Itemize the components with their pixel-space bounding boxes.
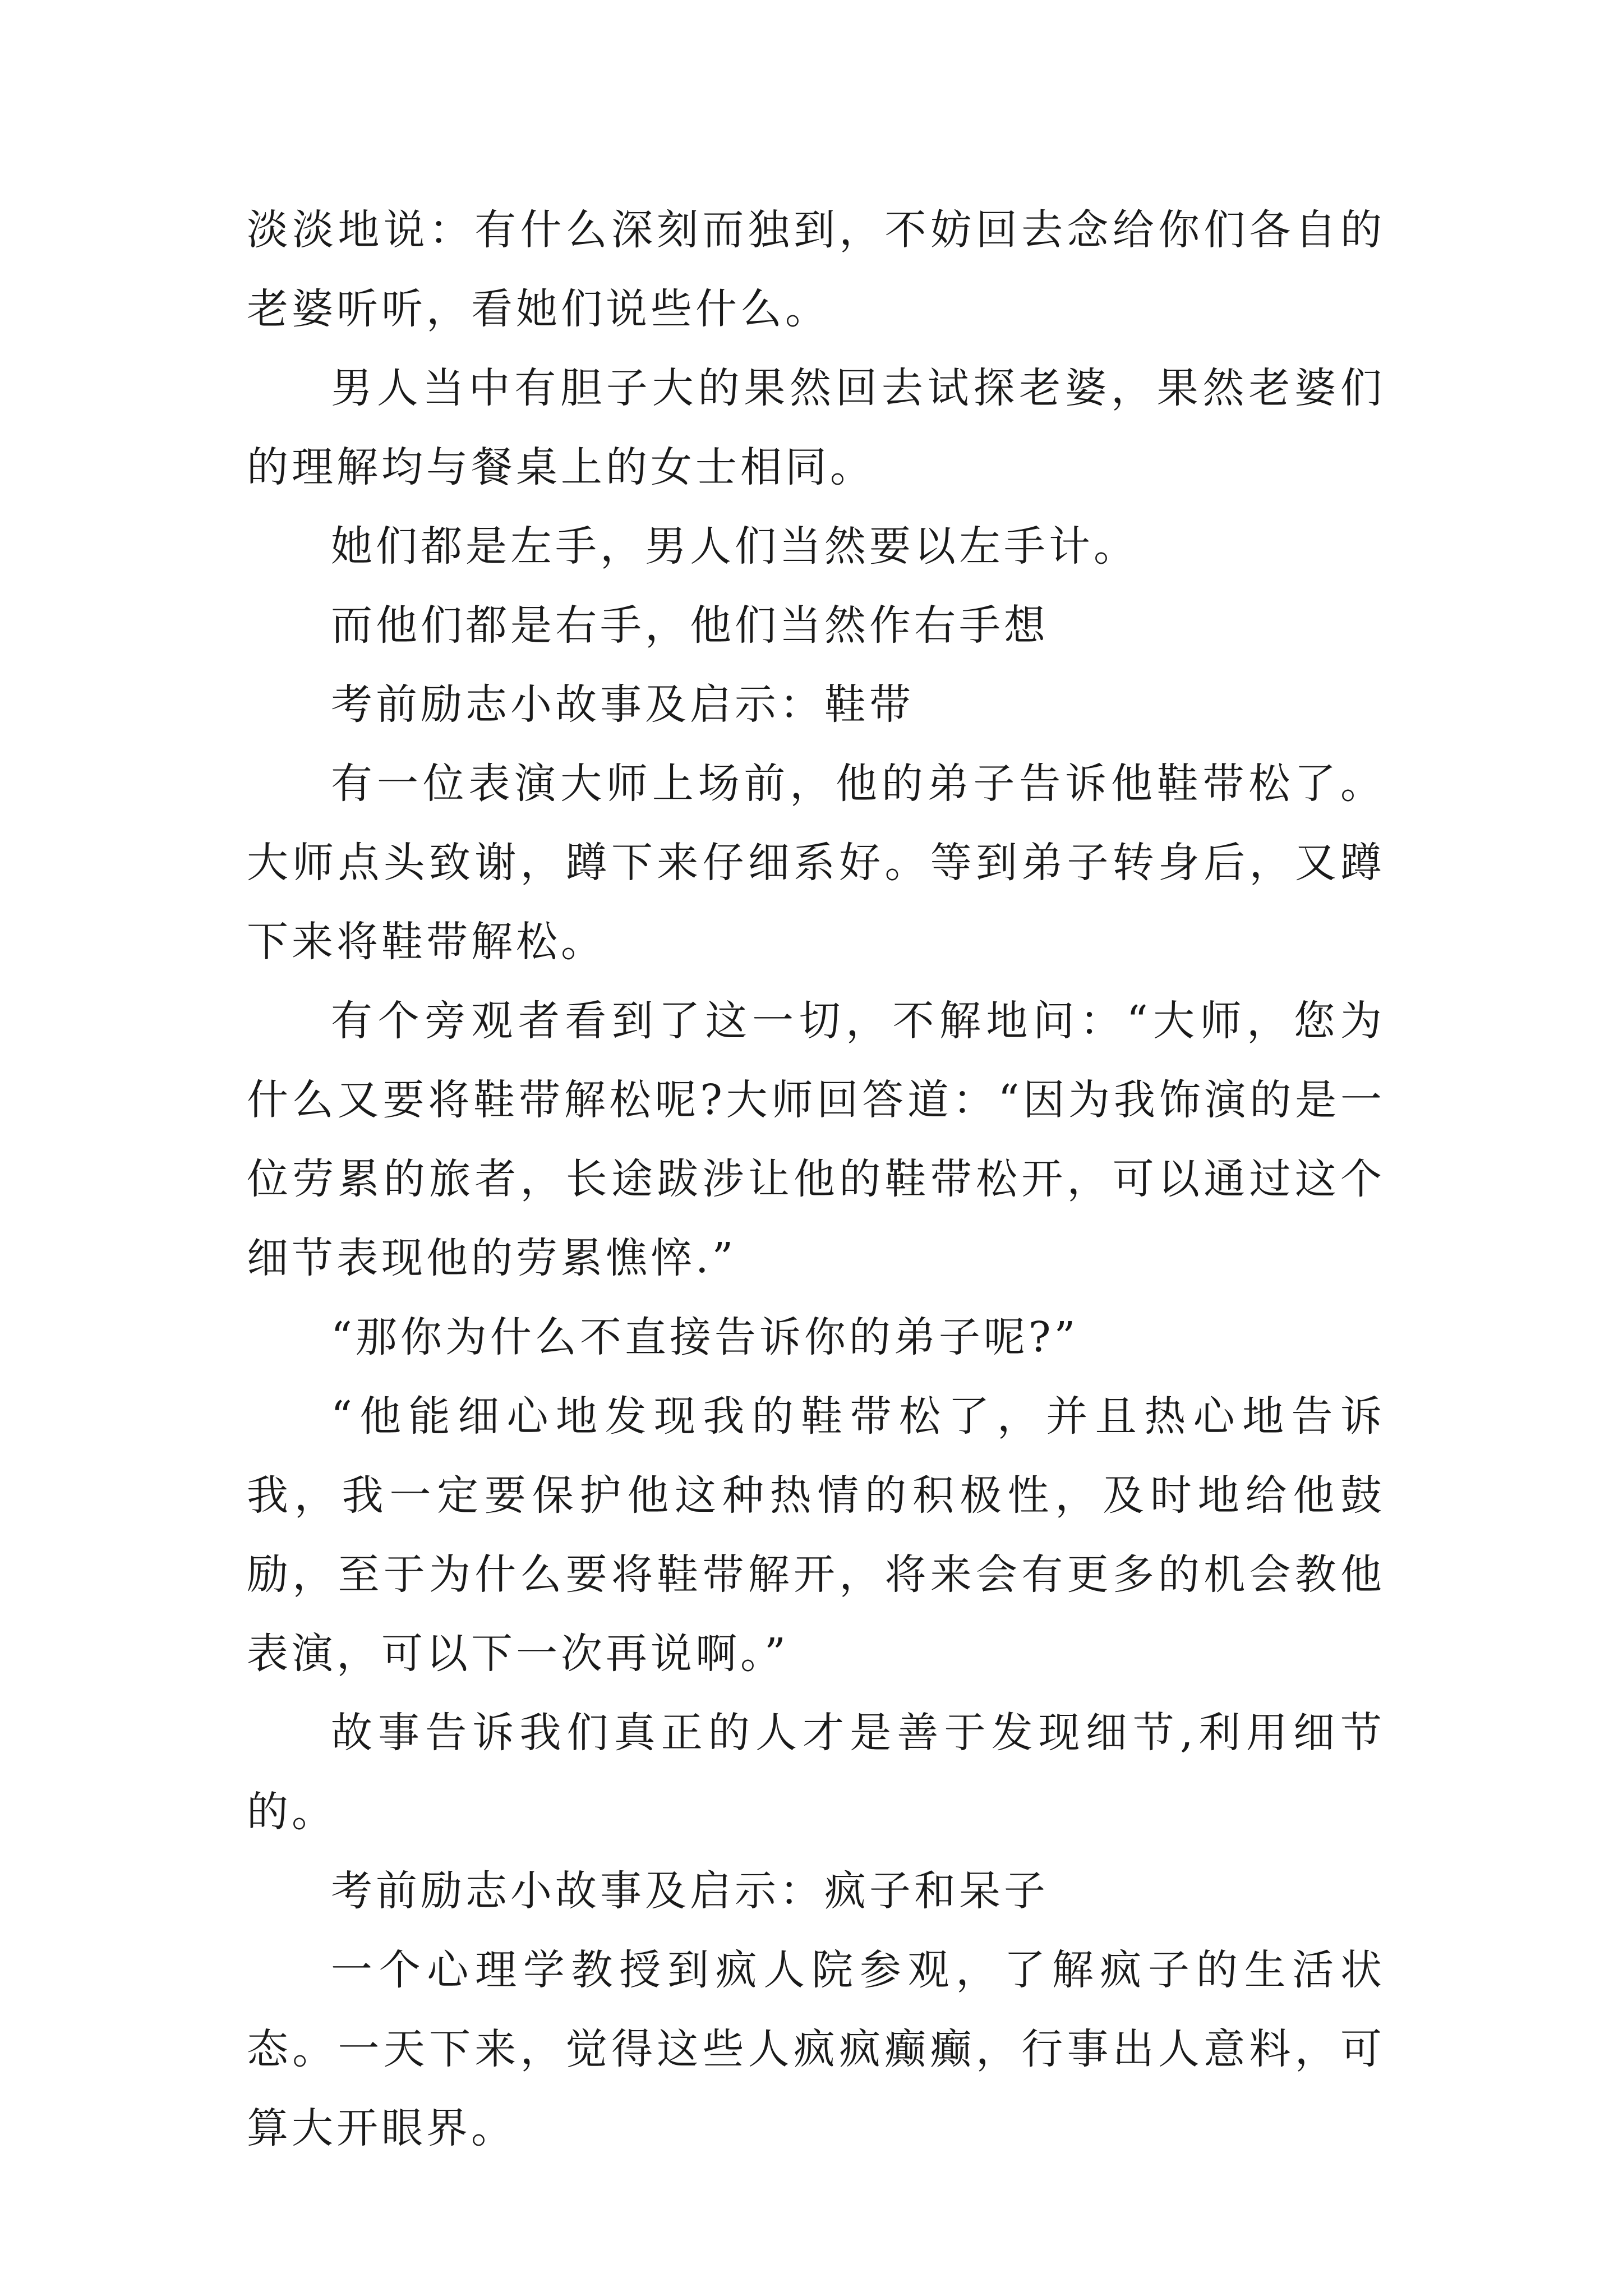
paragraph-2: 男人当中有胆子大的果然回去试探老婆，果然老婆们的理解均与餐桌上的女士相同。 <box>247 364 1385 491</box>
paragraph-3: 她们都是左手，男人们当然要以左手计。 <box>331 522 1138 570</box>
paragraph-12: 一个心理学教授到疯人院参观，了解疯子的生活状态。一天下来，觉得这些人疯疯癫癫，行事出人意料，可算大开眼界。 <box>247 1946 1385 2152</box>
document-body <box>247 191 1385 2168</box>
paragraph-9: “他能细心地发现我的鞋带松了，并且热心地告诉我，我一定要保护他这种热情的积极性，及时地给他鼓励，至于为什么要将鞋带解开，将来会有更多的机会教他表演，可以下一次再说啊。” <box>247 1392 1385 1678</box>
section-heading-madman: 考前励志小故事及启示：疯子和呆子 <box>331 1867 1049 1915</box>
paragraph-8: “那你为什么不直接告诉你的弟子呢?” <box>331 1313 1079 1361</box>
paragraph-4: 而他们都是右手，他们当然作右手想 <box>331 601 1049 650</box>
paragraph-1: 淡淡地说：有什么深刻而独到，不妨回去念给你们各自的老婆听听，看她们说些什么。 <box>247 206 1385 333</box>
paragraph-7: 有个旁观者看到了这一切，不解地问：“大师，您为什么又要将鞋带解松呢?大师回答道：“因为我饰演的是一位劳累的旅者，长途跋涉让他的鞋带松开，可以通过这个细节表现他的劳累憔悴.” <box>247 997 1385 1282</box>
section-heading-shoelace: 考前励志小故事及启示：鞋带 <box>331 680 914 729</box>
paragraph-6: 有一位表演大师上场前，他的弟子告诉他鞋带松了。大师点头致谢，蹲下来仔细系好。等到弟子转身后，又蹲下来将鞋带解松。 <box>247 760 1385 966</box>
paragraph-10: 故事告诉我们真正的人才是善于发现细节,利用细节的。 <box>247 1709 1385 1836</box>
